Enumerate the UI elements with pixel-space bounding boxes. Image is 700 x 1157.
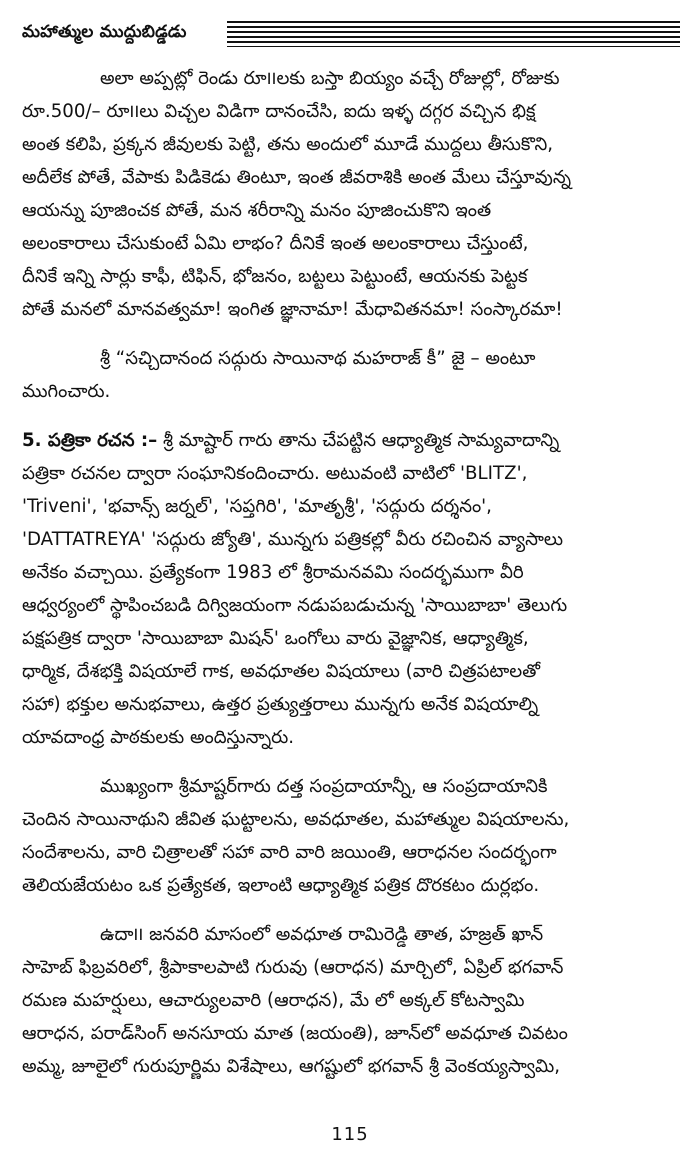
running-header: [22, 18, 680, 50]
text-line: అలా అప్పట్లో రెండు రూ౹౹లకు బస్తా బియ్యం వచ్చే రోజుల్లో, రోజుకు: [100, 68, 560, 89]
text-line: అనేకం వచ్చాయి. ప్రత్యేకంగా 1983 లో శ్రీరామనవమి సందర్భముగా వీరి: [22, 562, 524, 583]
page-body: [22, 62, 680, 1099]
section-heading: 5. పత్రికా రచన :–: [22, 430, 158, 451]
paragraph-4: [22, 770, 680, 902]
section-first-line-text: శ్రీ మాష్టార్ గారు తాను చేపట్టిన ఆధ్యాత్మిక సామ్యవాదాన్ని: [157, 430, 560, 451]
text-line: పత్రికా రచనల ద్వారా సంఘానికందించారు. అటువంటి వాటిలో 'BLITZ',: [22, 463, 528, 484]
text-line: యావదాంధ్ర పాఠకులకు అందిస్తున్నారు.: [22, 727, 295, 748]
text-line: అంత కలిపి, ప్రక్కన జీవులకు పెట్టి, తను అందులో మూడే ముద్దలు తీసుకొని,: [22, 134, 554, 155]
text-line: అలంకారాలు చేసుకుంటే ఏమి లాభం? దీనికే ఇంత అలంకారాలు చేస్తుంటే,: [22, 233, 529, 254]
text-line: రమణ మహర్షులు, ఆచార్యులవారి (ఆరాధన), మే లో అక్కల్ కోటస్వామి: [22, 990, 525, 1011]
text-line: ముగించారు.: [22, 381, 111, 402]
text-line: శ్రీ “సచ్చిదానంద సద్గురు సాయినాథ మహరాజ్ కీ” జై – అంటూ: [100, 348, 536, 369]
text-line: సందేశాలను, వారి చిత్రాలతో సహా వారి వారి జయింతి, ఆరాధనల సందర్భంగా: [22, 842, 557, 863]
running-header-title: మహాత్ముల ముద్దుబిడ్డడు: [22, 22, 187, 42]
text-line: ఆయన్ను పూజించక పోతే, మన శరీరాన్ని మనం పూజించుకొని ఇంత: [22, 200, 492, 221]
text-line: పక్షపత్రిక ద్వారా 'సాయిబాబా మిషన్' ఒంగోలు వారు వైజ్ఞానిక, ఆధ్యాత్మిక,: [22, 628, 529, 649]
text-line: ఆరాధన, పరాడ్‌సింగ్ అనసూయ మాత (జయంతి), జూన్‌లో అవధూత చివటం: [22, 1023, 568, 1044]
text-line: చెందిన సాయినాథుని జీవిత ఘట్టాలను, అవధూతల, మహాత్ముల విషయాలను,: [22, 809, 570, 830]
paragraph-2: [22, 342, 680, 408]
text-line: అమ్మ, జూలైలో గురుపూర్ణిమ విశేషాలు, ఆగష్టులో భగవాన్ శ్రీ వెంకయ్యస్వామి,: [22, 1056, 561, 1077]
text-line: ధార్మిక, దేశభక్తి విషయాలే గాక, అవధూతల విషయాలు (వారి చిత్రపటాలతో: [22, 661, 540, 682]
text-line: సాహెబ్ ఫిబ్రవరిలో, శ్రీపాకాలపాటి గురువు (ఆరాధన) మార్చిలో, ఏప్రిల్ భగవాన్: [22, 957, 564, 978]
page-number: 115: [331, 1124, 369, 1145]
paragraph-1: [22, 62, 680, 326]
section-5-paragraph: [22, 424, 680, 754]
section-first-line: [22, 424, 680, 457]
text-line: పోతే మనలో మానవత్వమా! ఇంగిత జ్ఞానామా! మేధావితనమా! సంస్కారమా!: [22, 299, 563, 320]
text-line: సహా) భక్తుల అనుభవాలు, ఉత్తర ప్రత్యుత్తరాలు మున్నగు అనేక విషయాల్ని: [22, 694, 539, 715]
paragraph-5: [22, 918, 680, 1083]
text-line: ఆధ్వర్యంలో స్థాపించబడి దిగ్విజయంగా నడుపబడుచున్న 'సాయిబాబా' తెలుగు: [22, 595, 568, 616]
header-decorative-rules: [227, 21, 680, 47]
text-line: ఉదా౹౹ జనవరి మాసంలో అవధూత రామిరెడ్డి తాత, హజ్రత్ ఖాన్: [100, 924, 544, 945]
text-line: అదీలేక పోతే, వేపాకు పిడికెడు తింటూ, ఇంత జీవరాశికి అంత మేలు చేస్తూవున్న: [22, 167, 571, 188]
text-line: దీనికే ఇన్ని సార్లు కాఫీ, టిఫిన్, భోజనం, బట్టలు పెట్టుంటే, ఆయనకు పెట్టక: [22, 266, 528, 287]
text-line: రూ.500/– రూ౹౹లు విచ్చల విడిగా దానంచేసి, ఐదు ఇళ్ళ దగ్గర వచ్చిన భిక్ష: [22, 101, 536, 122]
text-line: తెలియజేయటం ఒక ప్రత్యేకత, ఇలాంటి ఆధ్యాత్మిక పత్రిక దొరకటం దుర్లభం.: [22, 875, 540, 896]
text-line: 'DATTATREYA' 'సద్గురు జ్యోతి', మున్నగు పత్రికల్లో వీరు రచించిన వ్యాసాలు: [22, 529, 564, 550]
text-line: 'Triveni', 'భవాన్స్ జర్నల్', 'సప్తగిరి', 'మాతృశ్రీ', 'సద్గురు దర్శనం',: [22, 496, 492, 517]
text-line: ముఖ్యంగా శ్రీమాష్టర్‌గారు దత్త సంప్రదాయాన్నీ, ఆ సంప్రదాయానికి: [100, 776, 548, 797]
